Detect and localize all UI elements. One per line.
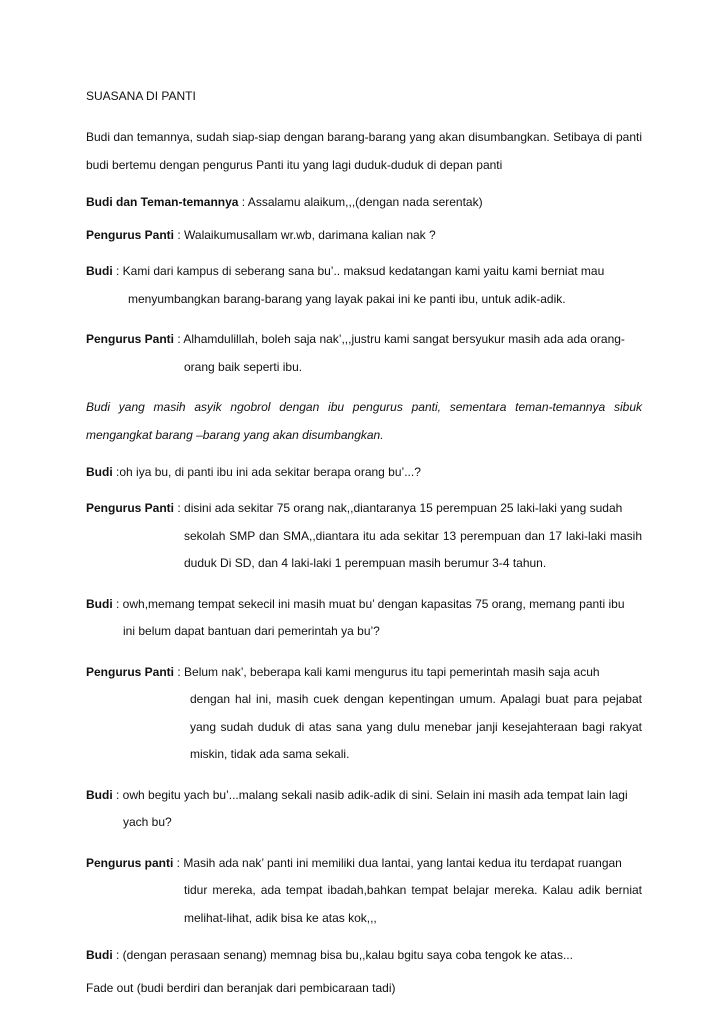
dialogue-text: : Assalamu alaikum,,,(dengan nada serentak) xyxy=(238,195,483,209)
dialogue-continuation: tidur mereka, ada tempat ibadah,bahkan tempat belajar mereka. Kalau adik berniat melihat-lihat, adik bisa ke atas kok,,, xyxy=(184,883,642,925)
closing-direction: Fade out (budi berdiri dan beranjak dari pembicaraan tadi) xyxy=(86,981,396,995)
dialogue-continuation: sekolah SMP dan SMA,,diantara itu ada sekitar 13 perempuan dan 17 laki-laki masih duduk Di SD, dan 4 laki-laki 1 perempuan masih berumur 3-4 tahun. xyxy=(184,528,642,570)
speaker-name: Budi xyxy=(86,465,113,479)
dialogue-line xyxy=(86,495,642,578)
dialogue-text: : Walaikumusallam wr.wb, darimana kalian nak ? xyxy=(174,228,436,242)
speaker-name: Budi xyxy=(86,948,113,962)
dialogue-text: : disini ada sekitar 75 orang nak,,diantaranya 15 perempuan 25 laki-laki yang sudah xyxy=(174,501,623,515)
dialogue-line xyxy=(86,225,642,245)
dialogue-text: : Belum nak’, beberapa kali kami mengurus itu tapi pemerintah masih saja acuh xyxy=(174,664,600,679)
dialogue-line xyxy=(86,945,642,965)
dialogue-line xyxy=(86,659,642,769)
dialogue-line xyxy=(86,850,642,933)
speaker-name: Pengurus Panti xyxy=(86,228,175,242)
dialogue-line xyxy=(86,192,642,212)
speaker-name: Budi xyxy=(86,787,113,802)
speaker-name: Pengurus Panti xyxy=(86,664,175,679)
dialogue-line xyxy=(86,326,642,381)
speaker-name: Pengurus panti xyxy=(86,855,174,870)
speaker-name: Pengurus Panti xyxy=(86,332,175,346)
document-title: SUASANA DI PANTI xyxy=(86,89,196,103)
speaker-name: Budi xyxy=(86,596,113,611)
dialogue-text: : (dengan perasaan senang) memnag bisa bu,,kalau bgitu saya coba tengok ke atas... xyxy=(112,948,573,962)
dialogue-text: : owh begitu yach bu’...malang sekali nasib adik-adik di sini. Selain ini masih ada tempat lain lagi xyxy=(112,787,628,802)
dialogue-text: : Alhamdulillah, boleh saja nak’,,,justru kami sangat bersyukur masih ada ada orang- xyxy=(174,332,625,346)
dialogue-text: : Masih ada nak’ panti ini memiliki dua lantai, yang lantai kedua itu terdapat ruangan xyxy=(173,855,622,870)
speaker-name: Budi xyxy=(86,264,113,278)
narration-action: Budi yang masih asyik ngobrol dengan ibu pengurus panti, sementara teman-temannya sibuk mengangkat barang –barang yang akan disumbangkan. xyxy=(86,400,642,442)
dialogue-continuation: ini belum dapat bantuan dari pemerintah ya bu’? xyxy=(123,624,380,638)
dialogue-text: : Kami dari kampus di seberang sana bu’.. maksud kedatangan kami yaitu kami berniat mau xyxy=(112,264,605,278)
speaker-name: Pengurus Panti xyxy=(86,501,175,515)
dialogue-continuation: dengan hal ini, masih cuek dengan kepentingan umum. Apalagi buat para pejabat yang sudah duduk di atas sana yang dulu menebar janji kesejahteraan bagi rakyat miskin, tidak ada sama sekali. xyxy=(190,692,642,761)
dialogue-text: :oh iya bu, di panti ibu ini ada sekitar berapa orang bu’...? xyxy=(112,465,421,479)
dialogue-continuation: yach bu? xyxy=(123,815,172,829)
dialogue-line xyxy=(86,258,642,313)
dialogue-continuation: orang baik seperti ibu. xyxy=(184,359,303,374)
narration-opening: Budi dan temannya, sudah siap-siap dengan barang-barang yang akan disumbangkan. Setibaya di panti budi bertemu dengan pengurus Panti itu yang lagi duduk-duduk di depan panti xyxy=(86,130,642,172)
dialogue-line xyxy=(86,782,642,837)
speaker-name: Budi dan Teman-temannya xyxy=(86,195,239,209)
dialogue-line xyxy=(86,462,642,482)
dialogue-line xyxy=(86,591,642,646)
dialogue-text: : owh,memang tempat sekecil ini masih muat bu’ dengan kapasitas 75 orang, memang panti ibu xyxy=(112,596,625,611)
dialogue-continuation: menyumbangkan barang-barang yang layak pakai ini ke panti ibu, untuk adik-adik. xyxy=(128,291,566,306)
